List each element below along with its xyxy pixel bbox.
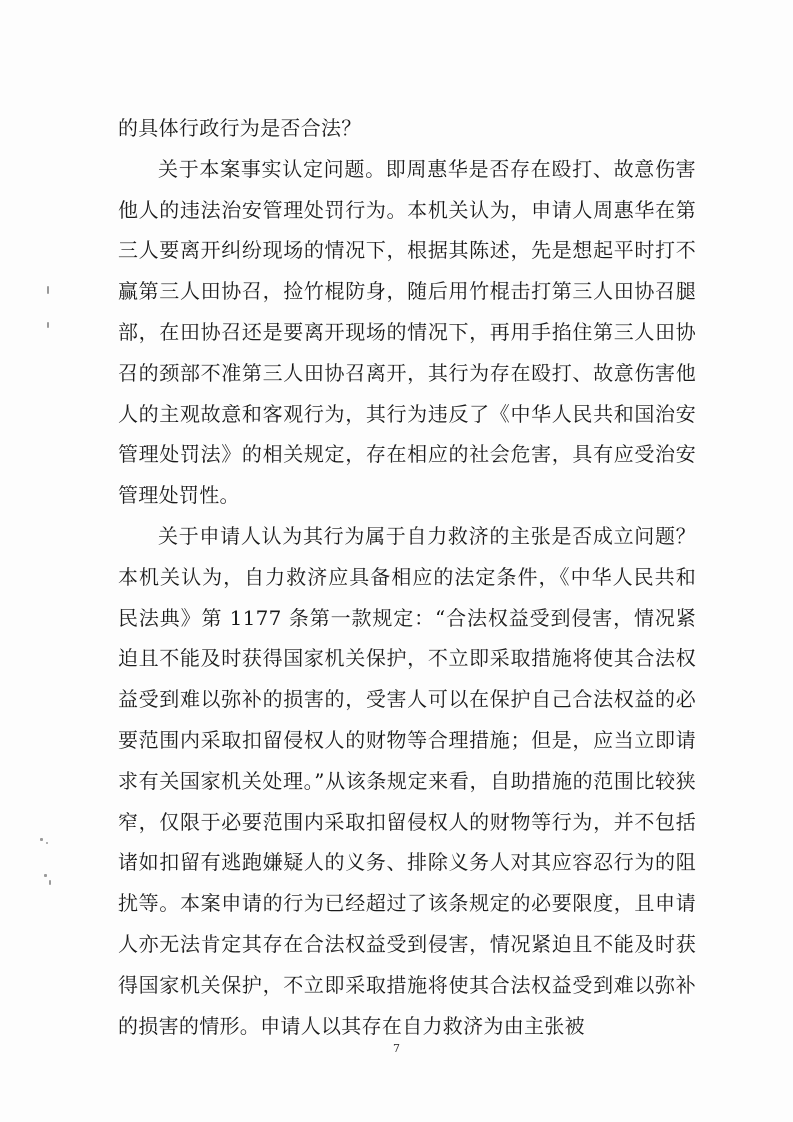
document-body: [118, 108, 696, 1046]
scan-artifact-2: [47, 322, 49, 328]
paragraph-1: 的具体行政行为是否合法？: [118, 116, 362, 140]
scan-artifact-5: [44, 874, 47, 877]
scan-artifact-4: [46, 842, 48, 844]
scan-artifact-1: [47, 286, 49, 294]
scan-artifact-6: [49, 880, 51, 885]
scan-artifact-3: [40, 838, 43, 841]
paragraph-3: 关于申请人认为其行为属于自力救济的主张是否成立问题？本机关认为，自力救济应具备相应的法定条件，《中华人民共和民法典》第 1177 条第一款规定：“合法权益受到侵害，情况紧迫且不能及时获得国家机关保护，不立即采取措施将使其合法权益受到难以弥补的损害的，受害人可以在保护自己合法权益的必要范围内采取扣留侵权人的财物等合理措施；但是，应当立即请求有关国家机关处理。”从该条规定来看，自助措施的范围比较狭窄，仅限于必要范围内采取扣留侵权人的财物等行为，并不包括诸如扣留有逃跑嫌疑人的义务、排除义务人对其应容忍行为的阻扰等。本案申请的行为已经超过了该条规定的必要限度，且申请人亦无法肯定其存在合法权益受到侵害，情况紧迫且不能及时获得国家机关保护，不立即采取措施将使其合法权益受到难以弥补的损害的情形。申请人以其存在自力救济为由主张被: [118, 523, 696, 1038]
paragraph-2: 关于本案事实认定问题。即周惠华是否存在殴打、故意伤害他人的违法治安管理处罚行为。本机关认为，申请人周惠华在第三人要离开纠纷现场的情况下，根据其陈述，先是想起平时打不赢第三人田协召，捡竹棍防身，随后用竹棍击打第三人田协召腿部，在田协召还是要离开现场的情况下，再用手掐住第三人田协召的颈部不准第三人田协召离开，其行为存在殴打、故意伤害他人的主观故意和客观行为，其行为违反了《中华人民共和国治安管理处罚法》的相关规定，存在相应的社会危害，具有应受治安管理处罚性。: [118, 156, 696, 508]
page-number: 7: [393, 1042, 400, 1055]
